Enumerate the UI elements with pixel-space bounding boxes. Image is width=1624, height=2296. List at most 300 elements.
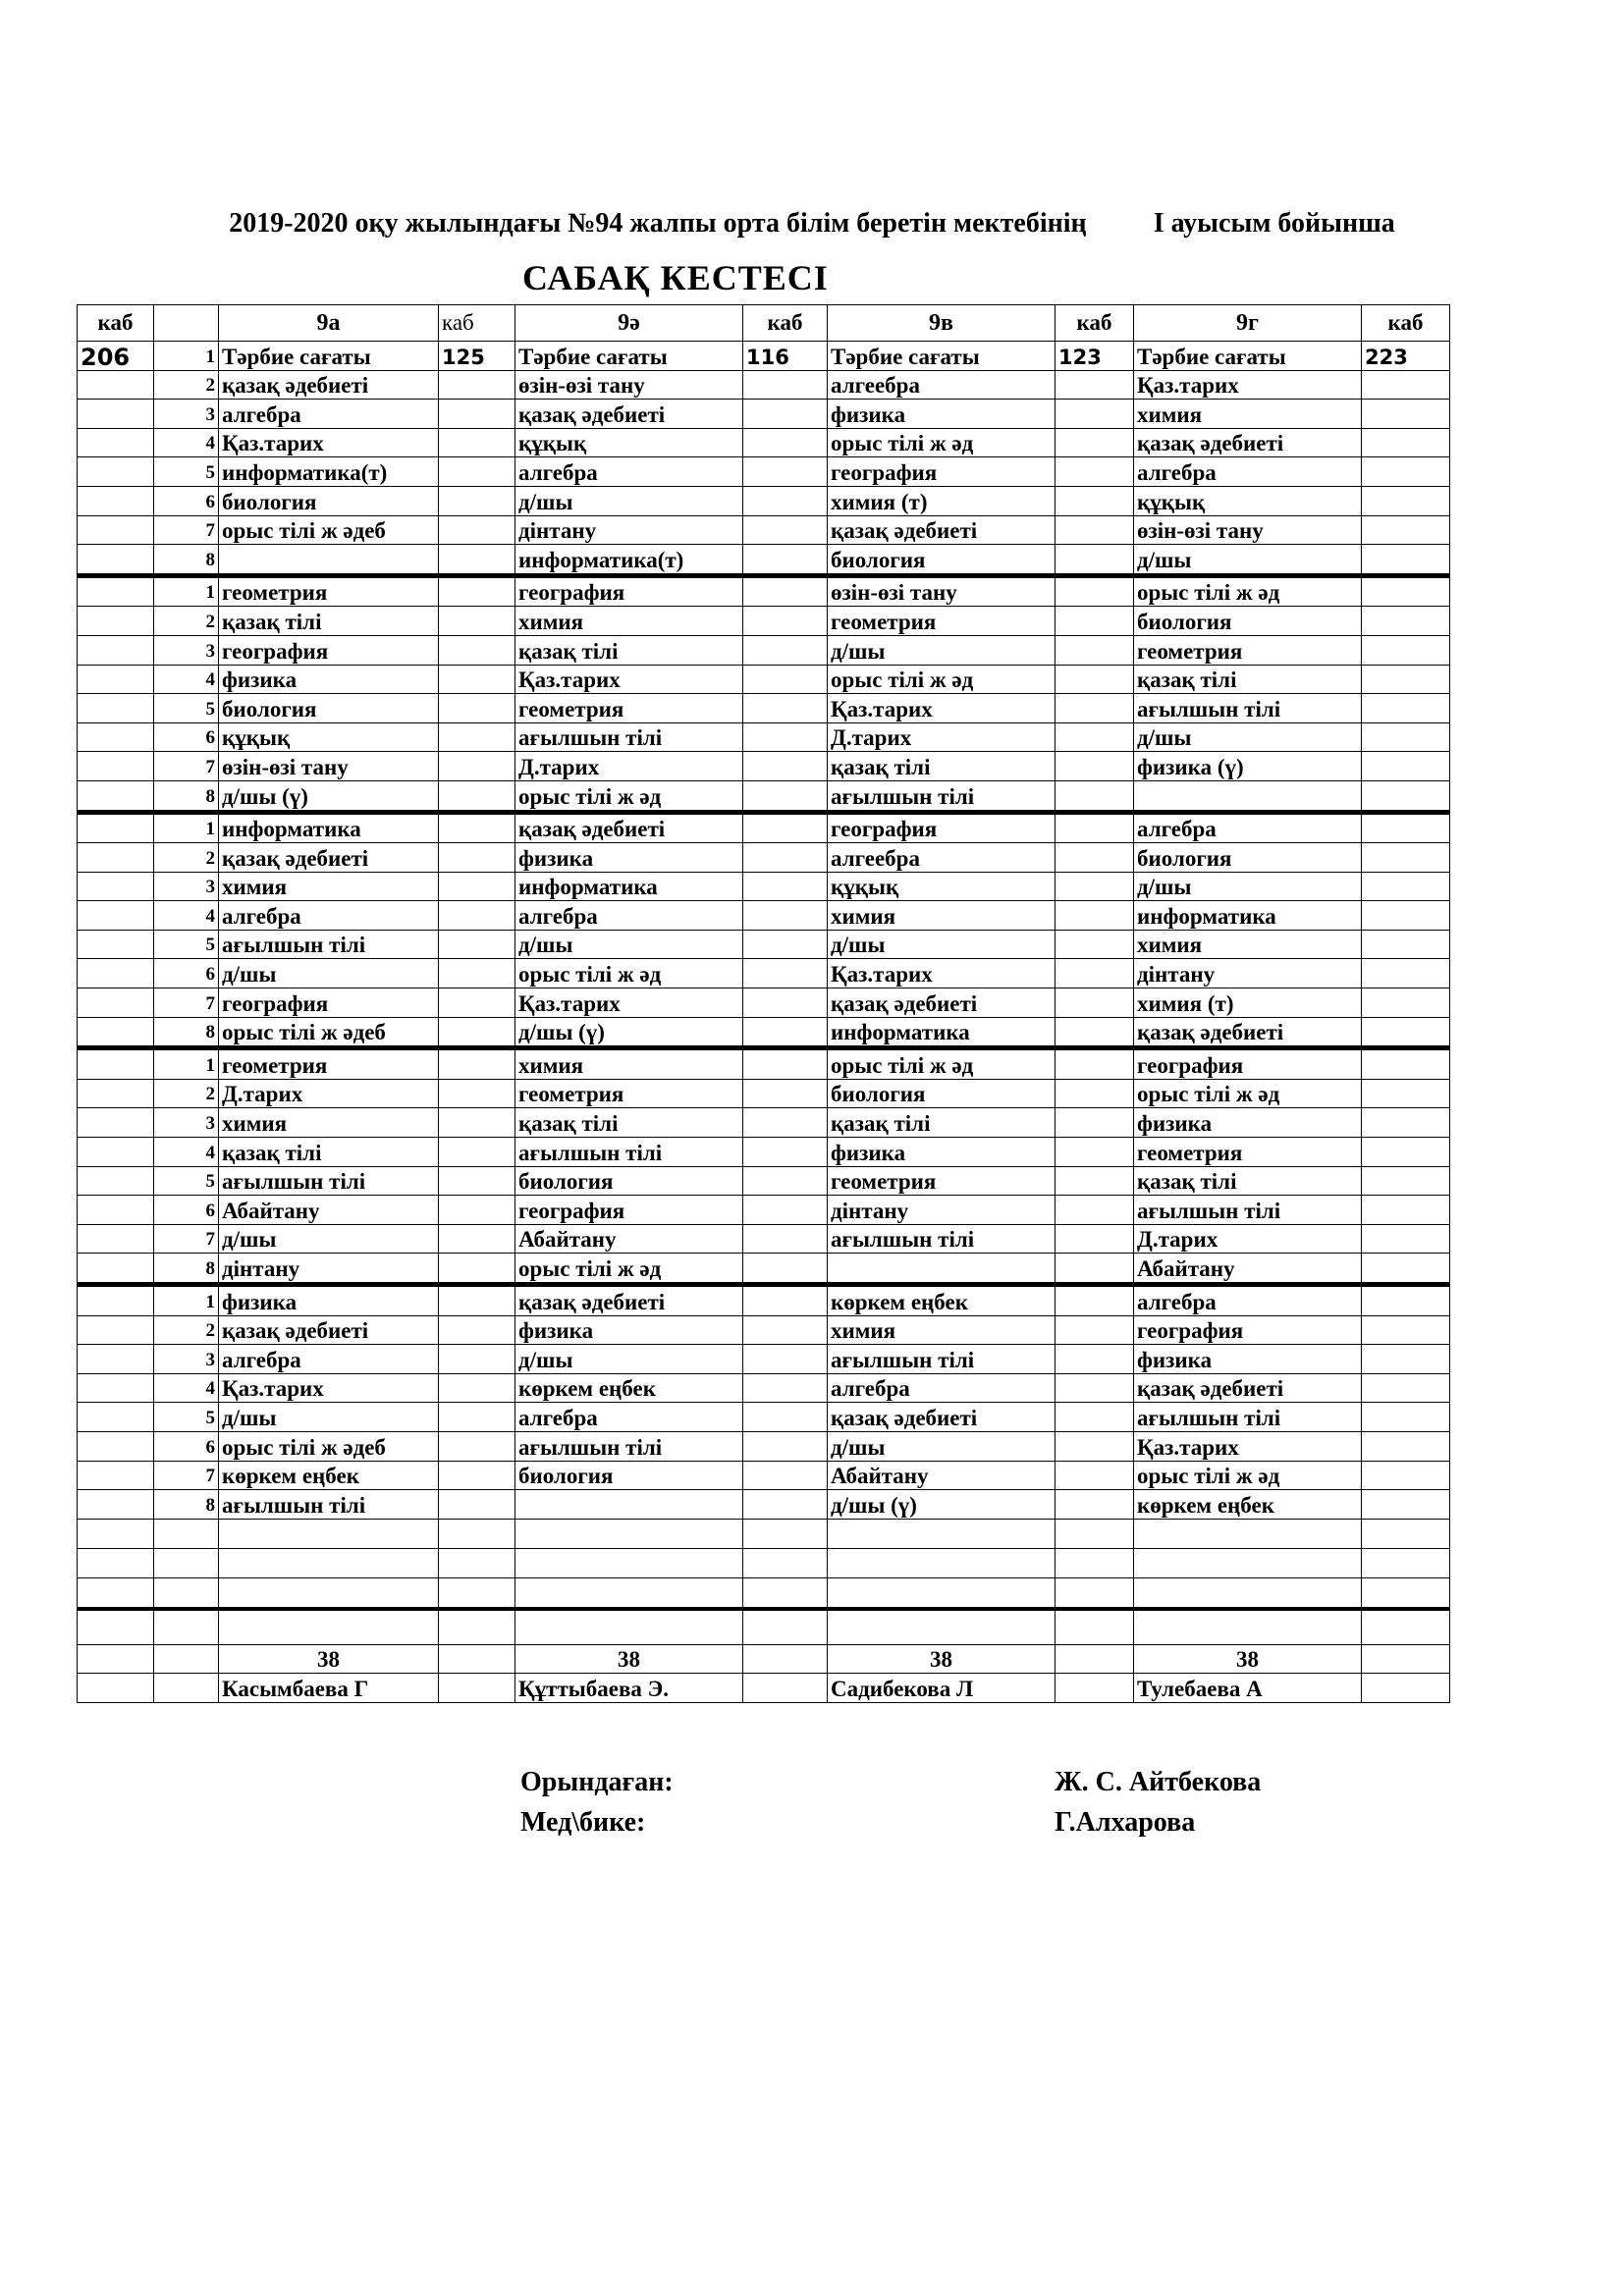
room-cell <box>439 694 515 723</box>
subject-cell: қазақ әдебиеті <box>219 370 439 400</box>
subject-cell: д/шы <box>1134 722 1362 752</box>
lesson-row <box>78 752 1450 781</box>
room-cell <box>743 901 828 931</box>
lesson-number: 5 <box>154 694 219 723</box>
subject-cell: Қаз.тарих <box>828 694 1056 723</box>
room-cell <box>78 457 154 487</box>
empty-cell <box>78 1577 154 1609</box>
room-cell <box>78 545 154 576</box>
lesson-number: 3 <box>154 635 219 665</box>
performed-by-name: Ж. С. Айтбекова <box>1055 1767 1262 1797</box>
room-cell <box>439 1224 515 1254</box>
subject-cell: қазақ тілі <box>515 635 743 665</box>
room-cell <box>439 1373 515 1403</box>
subject-cell: информатика <box>219 812 439 843</box>
room-cell <box>743 635 828 665</box>
subject-cell: Қаз.тарих <box>828 959 1056 988</box>
empty-cell <box>154 1609 219 1645</box>
room-cell <box>1362 1461 1450 1490</box>
subject-cell: д/шы <box>828 1431 1056 1461</box>
subject-cell: география <box>515 1196 743 1225</box>
lesson-row <box>78 457 1450 487</box>
room-cell <box>1362 1254 1450 1285</box>
subject-cell: алгебра <box>515 901 743 931</box>
room-cell <box>743 988 828 1018</box>
subject-cell: қазақ тілі <box>1134 665 1362 694</box>
room-cell <box>439 843 515 873</box>
subject-cell: физика (ү) <box>1134 752 1362 781</box>
room-cell <box>439 1403 515 1432</box>
empty-cell <box>154 1674 219 1703</box>
room-cell <box>1362 812 1450 843</box>
room-cell <box>1362 515 1450 545</box>
room-cell <box>1362 1108 1450 1138</box>
room-cell <box>78 959 154 988</box>
room-cell <box>439 1079 515 1108</box>
subject-cell: ағылшын тілі <box>515 1138 743 1167</box>
lesson-number: 7 <box>154 1224 219 1254</box>
room-cell <box>78 930 154 959</box>
schedule-table <box>77 304 1450 1703</box>
lesson-number: 5 <box>154 1166 219 1196</box>
subject-cell: қазақ әдебиеті <box>515 1285 743 1316</box>
lesson-row <box>78 1108 1450 1138</box>
lesson-row <box>78 665 1450 694</box>
subject-cell: химия <box>219 872 439 901</box>
lesson-number: 4 <box>154 901 219 931</box>
room-cell <box>78 575 154 607</box>
subject-cell: өзін-өзі тану <box>828 575 1056 607</box>
subject-cell: физика <box>828 400 1056 429</box>
empty-cell <box>828 1577 1056 1609</box>
room-cell <box>439 1196 515 1225</box>
empty-cell <box>1362 1548 1450 1577</box>
empty-cell <box>828 1548 1056 1577</box>
room-cell <box>439 545 515 576</box>
empty-cell <box>1056 1609 1134 1645</box>
lesson-number: 1 <box>154 575 219 607</box>
room-cell <box>1056 901 1134 931</box>
lesson-number: 1 <box>154 1285 219 1316</box>
room-cell <box>743 930 828 959</box>
empty-cell <box>1056 1577 1134 1609</box>
subject-cell: физика <box>219 1285 439 1316</box>
lesson-number-header <box>154 305 219 342</box>
lesson-number: 2 <box>154 1315 219 1345</box>
empty-cell <box>1362 1577 1450 1609</box>
room-cell <box>743 486 828 515</box>
subject-cell: Қаз.тарих <box>1134 370 1362 400</box>
subject-cell: д/шы <box>828 635 1056 665</box>
room-cell <box>1056 428 1134 457</box>
room-cell <box>1362 930 1450 959</box>
empty-cell <box>515 1577 743 1609</box>
room-cell <box>1362 635 1450 665</box>
subject-cell: биология <box>219 694 439 723</box>
room-cell <box>743 665 828 694</box>
subject-cell: орыс тілі ж әд <box>515 959 743 988</box>
room-cell <box>1056 1345 1134 1374</box>
empty-row <box>78 1548 1450 1577</box>
room-cell <box>743 1345 828 1374</box>
empty-cell <box>78 1674 154 1703</box>
room-cell <box>1362 694 1450 723</box>
subject-cell <box>515 1490 743 1520</box>
room-cell <box>78 1254 154 1285</box>
empty-cell <box>439 1577 515 1609</box>
room-cell <box>439 665 515 694</box>
room-cell <box>1362 872 1450 901</box>
subject-cell: информатика <box>515 872 743 901</box>
subject-cell: алгебра <box>1134 1285 1362 1316</box>
room-cell <box>439 722 515 752</box>
lesson-row <box>78 486 1450 515</box>
shift-label: I ауысым бойынша <box>1153 208 1395 239</box>
room-cell <box>1362 486 1450 515</box>
room-cell <box>1056 457 1134 487</box>
lesson-row <box>78 694 1450 723</box>
room-cell <box>439 486 515 515</box>
room-cell: 125 <box>439 342 515 371</box>
room-cell <box>743 515 828 545</box>
subject-cell: орыс тілі ж әд <box>1134 1461 1362 1490</box>
subject-cell: құқық <box>1134 486 1362 515</box>
room-cell <box>439 959 515 988</box>
room-cell <box>1056 812 1134 843</box>
room-cell <box>743 1224 828 1254</box>
subject-cell: ағылшын тілі <box>219 930 439 959</box>
room-cell <box>439 1345 515 1374</box>
lesson-total: 38 <box>219 1644 439 1674</box>
room-cell <box>78 1373 154 1403</box>
subject-cell: көркем еңбек <box>515 1373 743 1403</box>
subject-cell: физика <box>828 1138 1056 1167</box>
room-cell <box>1362 545 1450 576</box>
lesson-number: 8 <box>154 780 219 812</box>
lesson-row <box>78 428 1450 457</box>
room-cell <box>1056 1403 1134 1432</box>
subject-cell: биология <box>828 1079 1056 1108</box>
room-cell <box>1056 1196 1134 1225</box>
subject-cell: қазақ әдебиеті <box>515 812 743 843</box>
subject-cell: құқық <box>828 872 1056 901</box>
subject-cell: биология <box>219 486 439 515</box>
lesson-row <box>78 1166 1450 1196</box>
room-cell <box>439 930 515 959</box>
room-cell <box>1056 575 1134 607</box>
room-header: каб <box>78 305 154 342</box>
room-cell <box>78 812 154 843</box>
subject-cell: биология <box>828 545 1056 576</box>
subject-cell: география <box>219 988 439 1018</box>
lesson-row <box>78 901 1450 931</box>
subject-cell: қазақ әдебиеті <box>1134 428 1362 457</box>
room-cell <box>1056 1079 1134 1108</box>
empty-cell <box>828 1519 1056 1548</box>
lesson-number: 4 <box>154 1138 219 1167</box>
lesson-row <box>78 1017 1450 1048</box>
room-cell <box>439 1254 515 1285</box>
room-cell <box>1056 722 1134 752</box>
subject-cell: дінтану <box>219 1254 439 1285</box>
room-cell <box>1056 1315 1134 1345</box>
room-cell <box>439 607 515 636</box>
room-cell <box>1362 1403 1450 1432</box>
room-cell <box>78 780 154 812</box>
subject-cell: қазақ әдебиеті <box>1134 1373 1362 1403</box>
room-cell <box>743 1461 828 1490</box>
empty-cell <box>154 1644 219 1674</box>
subject-cell: қазақ әдебиеті <box>219 1315 439 1345</box>
subject-cell: Д.тарих <box>219 1079 439 1108</box>
subject-cell: химия <box>1134 930 1362 959</box>
lesson-number: 6 <box>154 486 219 515</box>
subject-cell: Қаз.тарих <box>219 428 439 457</box>
empty-cell <box>1056 1519 1134 1548</box>
subject-cell: химия <box>828 1315 1056 1345</box>
room-cell <box>743 812 828 843</box>
empty-cell <box>439 1674 515 1703</box>
subject-cell: биология <box>1134 607 1362 636</box>
lesson-number: 3 <box>154 1345 219 1374</box>
subject-cell: алгебра <box>515 457 743 487</box>
subject-cell: информатика(т) <box>515 545 743 576</box>
room-cell <box>1056 1490 1134 1520</box>
empty-cell <box>1056 1674 1134 1703</box>
totals-row <box>78 1644 1450 1674</box>
room-cell <box>1362 607 1450 636</box>
room-cell <box>743 1403 828 1432</box>
empty-cell <box>743 1548 828 1577</box>
room-cell <box>1056 1254 1134 1285</box>
subject-cell: орыс тілі ж әд <box>515 780 743 812</box>
subject-cell: орыс тілі ж әд <box>1134 1079 1362 1108</box>
subject-cell: геометрия <box>1134 635 1362 665</box>
subject-cell: көркем еңбек <box>828 1285 1056 1316</box>
room-cell <box>1362 988 1450 1018</box>
subject-cell: геометрия <box>219 575 439 607</box>
room-cell <box>78 752 154 781</box>
subject-cell: орыс тілі ж әд <box>828 665 1056 694</box>
room-cell <box>743 872 828 901</box>
lesson-row <box>78 370 1450 400</box>
room-cell <box>1362 428 1450 457</box>
room-cell <box>78 1079 154 1108</box>
subject-cell: алгеебра <box>828 843 1056 873</box>
lesson-row <box>78 872 1450 901</box>
class-teacher: Касымбаева Г <box>219 1674 439 1703</box>
lesson-row <box>78 1403 1450 1432</box>
room-header: каб <box>1362 305 1450 342</box>
room-cell <box>1056 959 1134 988</box>
subject-cell: қазақ әдебиеті <box>515 400 743 429</box>
room-cell <box>78 872 154 901</box>
lesson-row <box>78 1224 1450 1254</box>
subject-cell: көркем еңбек <box>219 1461 439 1490</box>
room-cell <box>743 428 828 457</box>
subject-cell: орыс тілі ж әд <box>828 1048 1056 1080</box>
class-teacher: Құттыбаева Э. <box>515 1674 743 1703</box>
subject-cell: алгебра <box>1134 457 1362 487</box>
lesson-row <box>78 1079 1450 1108</box>
subject-cell: д/шы (ү) <box>515 1017 743 1048</box>
subject-cell: Қаз.тарих <box>515 665 743 694</box>
empty-row <box>78 1577 1450 1609</box>
lesson-row <box>78 635 1450 665</box>
subject-cell: физика <box>515 843 743 873</box>
room-cell <box>1056 607 1134 636</box>
room-cell <box>78 1461 154 1490</box>
room-cell <box>78 486 154 515</box>
lesson-number: 1 <box>154 1048 219 1080</box>
room-cell <box>1362 722 1450 752</box>
empty-cell <box>1134 1609 1362 1645</box>
subject-cell: физика <box>515 1315 743 1345</box>
subject-cell: химия <box>515 607 743 636</box>
room-cell <box>78 1315 154 1345</box>
subject-cell: қазақ тілі <box>219 1138 439 1167</box>
empty-cell <box>1056 1644 1134 1674</box>
room-cell <box>743 694 828 723</box>
subject-cell: д/шы <box>828 930 1056 959</box>
lesson-number: 5 <box>154 457 219 487</box>
teachers-row <box>78 1674 1450 1703</box>
subject-cell: химия <box>219 1108 439 1138</box>
subject-cell: ағылшын тілі <box>515 1431 743 1461</box>
room-cell <box>743 1285 828 1316</box>
room-header: каб <box>1056 305 1134 342</box>
room-cell <box>1056 635 1134 665</box>
lesson-row <box>78 812 1450 843</box>
room-cell <box>78 515 154 545</box>
subject-cell: ағылшын тілі <box>219 1490 439 1520</box>
room-cell <box>743 1431 828 1461</box>
room-cell <box>1056 370 1134 400</box>
class-teacher: Тулебаева А <box>1134 1674 1362 1703</box>
lesson-number: 7 <box>154 515 219 545</box>
nurse-label: Мед\бике: <box>520 1807 646 1838</box>
lesson-number: 3 <box>154 400 219 429</box>
room-cell <box>1362 1138 1450 1167</box>
room-cell <box>78 1490 154 1520</box>
empty-cell <box>154 1548 219 1577</box>
subject-cell: Д.тарих <box>828 722 1056 752</box>
empty-cell <box>219 1548 439 1577</box>
room-cell <box>743 607 828 636</box>
room-cell <box>439 1315 515 1345</box>
subject-cell: геометрия <box>1134 1138 1362 1167</box>
room-cell <box>743 1108 828 1138</box>
empty-cell <box>439 1609 515 1645</box>
subject-cell: д/шы <box>1134 872 1362 901</box>
lesson-number: 1 <box>154 812 219 843</box>
subject-cell: орыс тілі ж әд <box>1134 575 1362 607</box>
room-cell <box>1056 694 1134 723</box>
room-cell <box>1056 780 1134 812</box>
subject-cell: қазақ әдебиеті <box>1134 1017 1362 1048</box>
room-cell <box>1056 988 1134 1018</box>
class-teacher: Садибекова Л <box>828 1674 1056 1703</box>
room-cell <box>743 370 828 400</box>
room-cell <box>743 722 828 752</box>
room-cell <box>743 457 828 487</box>
room-cell <box>1362 575 1450 607</box>
lesson-row <box>78 1138 1450 1167</box>
room-cell <box>78 1285 154 1316</box>
empty-cell <box>1056 1548 1134 1577</box>
subject-cell: алгебра <box>515 1403 743 1432</box>
lesson-row <box>78 1373 1450 1403</box>
room-cell <box>78 665 154 694</box>
room-cell: 223 <box>1362 342 1450 371</box>
room-header: каб <box>439 305 515 342</box>
subject-cell: геометрия <box>515 694 743 723</box>
room-cell <box>439 370 515 400</box>
subject-cell: физика <box>1134 1345 1362 1374</box>
room-cell <box>1362 665 1450 694</box>
room-cell <box>1056 1431 1134 1461</box>
subject-cell: ағылшын тілі <box>219 1166 439 1196</box>
lesson-row <box>78 1461 1450 1490</box>
subject-cell: д/шы (ү) <box>219 780 439 812</box>
lesson-number: 7 <box>154 1461 219 1490</box>
room-cell <box>1362 457 1450 487</box>
subject-cell: ағылшын тілі <box>828 1345 1056 1374</box>
subject-cell: Абайтану <box>1134 1254 1362 1285</box>
subject-cell: орыс тілі ж әд <box>828 428 1056 457</box>
room-cell <box>439 1285 515 1316</box>
lesson-number: 8 <box>154 1017 219 1048</box>
subject-cell: биология <box>515 1461 743 1490</box>
lesson-row <box>78 545 1450 576</box>
subject-cell: Қаз.тарих <box>219 1373 439 1403</box>
subject-cell: Д.тарих <box>1134 1224 1362 1254</box>
subject-cell: ағылшын тілі <box>1134 1403 1362 1432</box>
room-cell <box>439 1431 515 1461</box>
room-cell <box>743 780 828 812</box>
empty-cell <box>1362 1674 1450 1703</box>
room-cell <box>439 428 515 457</box>
room-cell <box>1362 1017 1450 1048</box>
subject-cell: алгебра <box>1134 812 1362 843</box>
document-title: 2019-2020 оқу жылындағы №94 жалпы орта білім беретін мектебінің I ауысым бойынша <box>229 208 1395 239</box>
subject-cell: Тәрбие сағаты <box>219 342 439 371</box>
subject-cell: д/шы <box>515 486 743 515</box>
lesson-number: 7 <box>154 752 219 781</box>
room-cell <box>743 1017 828 1048</box>
separator-row <box>78 1609 1450 1645</box>
subject-cell: геометрия <box>515 1079 743 1108</box>
room-cell <box>78 1048 154 1080</box>
subject-cell: қазақ тілі <box>828 1108 1056 1138</box>
room-cell <box>1362 1079 1450 1108</box>
subject-cell: Д.тарих <box>515 752 743 781</box>
subject-cell: география <box>1134 1048 1362 1080</box>
room-cell <box>439 780 515 812</box>
room-cell <box>1056 400 1134 429</box>
room-cell <box>78 1017 154 1048</box>
room-header: каб <box>743 305 828 342</box>
lesson-row <box>78 930 1450 959</box>
room-cell <box>1362 1431 1450 1461</box>
subject-cell: ағылшын тілі <box>515 722 743 752</box>
room-cell <box>1362 400 1450 429</box>
lesson-number: 1 <box>154 342 219 371</box>
lesson-row <box>78 607 1450 636</box>
room-cell <box>1362 1345 1450 1374</box>
room-cell <box>439 635 515 665</box>
room-cell <box>439 1108 515 1138</box>
